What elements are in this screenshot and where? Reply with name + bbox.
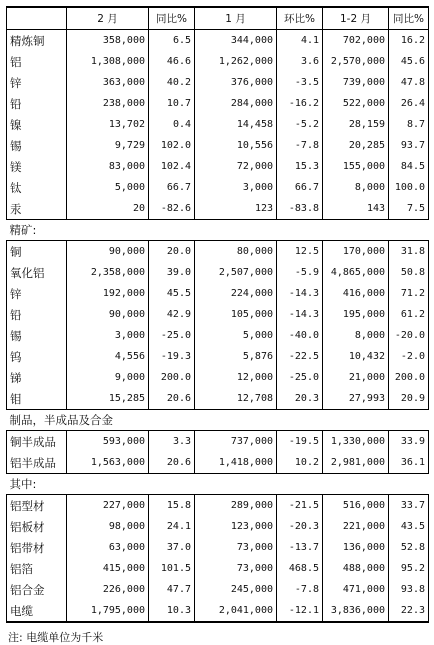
table-cell: 136,000 bbox=[323, 537, 389, 558]
table-cell: 3,000 bbox=[195, 177, 277, 198]
table-cell: 45.6 bbox=[389, 51, 429, 72]
table-cell: 123 bbox=[195, 198, 277, 220]
table-row bbox=[7, 283, 429, 304]
table-cell: 42.9 bbox=[149, 304, 195, 325]
table-cell: -2.0 bbox=[389, 346, 429, 367]
table-cell: 45.5 bbox=[149, 283, 195, 304]
table-row bbox=[7, 388, 429, 410]
header-cell-feb: 2 月 bbox=[67, 7, 149, 30]
table-cell: 8.7 bbox=[389, 114, 429, 135]
table-cell: 13,702 bbox=[67, 114, 149, 135]
table-body bbox=[7, 30, 429, 623]
table-cell: 15.8 bbox=[149, 495, 195, 517]
row-label: 铜 bbox=[7, 241, 67, 263]
table-cell: 46.6 bbox=[149, 51, 195, 72]
table-cell: 21,000 bbox=[323, 367, 389, 388]
table-cell: 195,000 bbox=[323, 304, 389, 325]
table-cell: 90,000 bbox=[67, 241, 149, 263]
row-label: 锡 bbox=[7, 135, 67, 156]
table-cell: 52.8 bbox=[389, 537, 429, 558]
table-cell: 20.6 bbox=[149, 452, 195, 474]
table-cell: 739,000 bbox=[323, 72, 389, 93]
table-cell: 9,729 bbox=[67, 135, 149, 156]
table-cell: -3.5 bbox=[277, 72, 323, 93]
table-cell: 33.7 bbox=[389, 495, 429, 517]
table-cell: 73,000 bbox=[195, 558, 277, 579]
header-cell-label bbox=[7, 7, 67, 30]
table-cell: 6.5 bbox=[149, 30, 195, 52]
table-cell: 20.9 bbox=[389, 388, 429, 410]
table-cell: 83,000 bbox=[67, 156, 149, 177]
table-cell: 1,563,000 bbox=[67, 452, 149, 474]
header-cell-jan: 1 月 bbox=[195, 7, 277, 30]
table-cell: 155,000 bbox=[323, 156, 389, 177]
table-cell: -20.3 bbox=[277, 516, 323, 537]
row-label: 铝半成品 bbox=[7, 452, 67, 474]
table-cell: -19.3 bbox=[149, 346, 195, 367]
table-cell: 5,000 bbox=[195, 325, 277, 346]
table-row bbox=[7, 262, 429, 283]
table-cell: 10.3 bbox=[149, 600, 195, 622]
table-cell: 71.2 bbox=[389, 283, 429, 304]
table-row bbox=[7, 51, 429, 72]
table-cell: 20.6 bbox=[149, 388, 195, 410]
table-cell: -82.6 bbox=[149, 198, 195, 220]
table-row bbox=[7, 600, 429, 622]
table-cell: 90,000 bbox=[67, 304, 149, 325]
table-cell: 40.2 bbox=[149, 72, 195, 93]
table-cell: 4.1 bbox=[277, 30, 323, 52]
row-label: 铅 bbox=[7, 304, 67, 325]
table-cell: 2,507,000 bbox=[195, 262, 277, 283]
table-row bbox=[7, 579, 429, 600]
section-header-row bbox=[7, 410, 429, 431]
table-cell: 416,000 bbox=[323, 283, 389, 304]
row-label: 铝合金 bbox=[7, 579, 67, 600]
table-cell: 123,000 bbox=[195, 516, 277, 537]
table-row bbox=[7, 558, 429, 579]
table-cell: 4,865,000 bbox=[323, 262, 389, 283]
table-cell: 468.5 bbox=[277, 558, 323, 579]
row-label: 铝型材 bbox=[7, 495, 67, 517]
table-cell: 31.8 bbox=[389, 241, 429, 263]
table-cell: 593,000 bbox=[67, 431, 149, 453]
table-cell: 1,262,000 bbox=[195, 51, 277, 72]
table-cell: 24.1 bbox=[149, 516, 195, 537]
table-cell: 27,993 bbox=[323, 388, 389, 410]
row-label: 钨 bbox=[7, 346, 67, 367]
table-cell: -14.3 bbox=[277, 283, 323, 304]
table-cell: 227,000 bbox=[67, 495, 149, 517]
table-cell: 80,000 bbox=[195, 241, 277, 263]
table-cell: 43.5 bbox=[389, 516, 429, 537]
table-cell: 10,432 bbox=[323, 346, 389, 367]
table-cell: -25.0 bbox=[277, 367, 323, 388]
table-cell: 28,159 bbox=[323, 114, 389, 135]
table-cell: 9,000 bbox=[67, 367, 149, 388]
table-row bbox=[7, 431, 429, 453]
table-cell: 22.3 bbox=[389, 600, 429, 622]
table-cell: 84.5 bbox=[389, 156, 429, 177]
section-header-row bbox=[7, 220, 429, 241]
table-cell: -83.8 bbox=[277, 198, 323, 220]
table-cell: 1,795,000 bbox=[67, 600, 149, 622]
row-label: 铜半成品 bbox=[7, 431, 67, 453]
table-cell: 221,000 bbox=[323, 516, 389, 537]
table-cell: 63,000 bbox=[67, 537, 149, 558]
table-cell: 2,570,000 bbox=[323, 51, 389, 72]
table-cell: 415,000 bbox=[67, 558, 149, 579]
row-label: 镍 bbox=[7, 114, 67, 135]
table-cell: -5.9 bbox=[277, 262, 323, 283]
table-cell: 14,458 bbox=[195, 114, 277, 135]
row-label: 铝 bbox=[7, 51, 67, 72]
table-cell: 12.5 bbox=[277, 241, 323, 263]
section-title: 制品，半成品及合金 bbox=[9, 413, 113, 427]
table-cell: 33.9 bbox=[389, 431, 429, 453]
table-cell: 471,000 bbox=[323, 579, 389, 600]
table-cell: -21.5 bbox=[277, 495, 323, 517]
table-cell: 37.0 bbox=[149, 537, 195, 558]
table-cell: 4,556 bbox=[67, 346, 149, 367]
header-cell-feb-yoy: 同比% bbox=[149, 7, 195, 30]
table-row bbox=[7, 367, 429, 388]
section-header-row bbox=[7, 474, 429, 495]
table-cell: 73,000 bbox=[195, 537, 277, 558]
header-cell-ytd-yoy: 同比% bbox=[389, 7, 429, 30]
table-row bbox=[7, 304, 429, 325]
table-cell: -22.5 bbox=[277, 346, 323, 367]
table-cell: -12.1 bbox=[277, 600, 323, 622]
table-cell: 3.6 bbox=[277, 51, 323, 72]
table-cell: 93.7 bbox=[389, 135, 429, 156]
table-cell: 737,000 bbox=[195, 431, 277, 453]
table-row bbox=[7, 241, 429, 263]
row-label: 汞 bbox=[7, 198, 67, 220]
table-cell: 289,000 bbox=[195, 495, 277, 517]
table-cell: 0.4 bbox=[149, 114, 195, 135]
table-cell: 39.0 bbox=[149, 262, 195, 283]
row-label: 锌 bbox=[7, 72, 67, 93]
table-cell: 522,000 bbox=[323, 93, 389, 114]
table-cell: 516,000 bbox=[323, 495, 389, 517]
table-cell: -5.2 bbox=[277, 114, 323, 135]
row-label: 铅 bbox=[7, 93, 67, 114]
table-cell: 50.8 bbox=[389, 262, 429, 283]
production-table bbox=[6, 6, 429, 623]
table-cell: 2,358,000 bbox=[67, 262, 149, 283]
table-row bbox=[7, 156, 429, 177]
table-cell: 245,000 bbox=[195, 579, 277, 600]
table-cell: -16.2 bbox=[277, 93, 323, 114]
table-cell: 105,000 bbox=[195, 304, 277, 325]
table-cell: 2,041,000 bbox=[195, 600, 277, 622]
table-cell: 363,000 bbox=[67, 72, 149, 93]
table-cell: 8,000 bbox=[323, 177, 389, 198]
row-label: 锡 bbox=[7, 325, 67, 346]
table-cell: 2,981,000 bbox=[323, 452, 389, 474]
table-row bbox=[7, 452, 429, 474]
table-row bbox=[7, 72, 429, 93]
table-cell: 3.3 bbox=[149, 431, 195, 453]
table-cell: 10.2 bbox=[277, 452, 323, 474]
table-cell: -14.3 bbox=[277, 304, 323, 325]
table-cell: 284,000 bbox=[195, 93, 277, 114]
table-cell: 20.3 bbox=[277, 388, 323, 410]
row-label: 钼 bbox=[7, 388, 67, 410]
table-cell: 36.1 bbox=[389, 452, 429, 474]
table-cell: 12,708 bbox=[195, 388, 277, 410]
table-cell: -40.0 bbox=[277, 325, 323, 346]
row-label: 铝带材 bbox=[7, 537, 67, 558]
table-cell: 47.8 bbox=[389, 72, 429, 93]
table-cell: 15.3 bbox=[277, 156, 323, 177]
table-row bbox=[7, 177, 429, 198]
report-container bbox=[6, 6, 428, 645]
table-cell: 72,000 bbox=[195, 156, 277, 177]
footnote: 注: 电缆单位为千米 bbox=[8, 631, 104, 644]
header-cell-mom: 环比% bbox=[277, 7, 323, 30]
section-title: 其中: bbox=[9, 477, 37, 491]
row-label: 镁 bbox=[7, 156, 67, 177]
row-label: 锌 bbox=[7, 283, 67, 304]
table-cell: 170,000 bbox=[323, 241, 389, 263]
table-cell: 66.7 bbox=[149, 177, 195, 198]
row-label: 氧化铝 bbox=[7, 262, 67, 283]
table-cell: 226,000 bbox=[67, 579, 149, 600]
row-label: 精炼铜 bbox=[7, 30, 67, 52]
table-cell: 10.7 bbox=[149, 93, 195, 114]
table-cell: -7.8 bbox=[277, 579, 323, 600]
table-cell: 143 bbox=[323, 198, 389, 220]
table-cell: 3,836,000 bbox=[323, 600, 389, 622]
table-cell: 95.2 bbox=[389, 558, 429, 579]
table-cell: 20.0 bbox=[149, 241, 195, 263]
table-cell: -25.0 bbox=[149, 325, 195, 346]
table-cell: -19.5 bbox=[277, 431, 323, 453]
table-cell: 16.2 bbox=[389, 30, 429, 52]
table-cell: -13.7 bbox=[277, 537, 323, 558]
table-cell: 93.8 bbox=[389, 579, 429, 600]
table-cell: 1,308,000 bbox=[67, 51, 149, 72]
table-cell: 702,000 bbox=[323, 30, 389, 52]
table-cell: 102.4 bbox=[149, 156, 195, 177]
table-cell: 15,285 bbox=[67, 388, 149, 410]
table-cell: 376,000 bbox=[195, 72, 277, 93]
row-label: 电缆 bbox=[7, 600, 67, 622]
row-label: 铝箔 bbox=[7, 558, 67, 579]
table-cell: 238,000 bbox=[67, 93, 149, 114]
row-label: 锑 bbox=[7, 367, 67, 388]
table-cell: 358,000 bbox=[67, 30, 149, 52]
table-row bbox=[7, 495, 429, 517]
table-cell: -20.0 bbox=[389, 325, 429, 346]
section-title: 精矿: bbox=[9, 223, 37, 237]
table-row bbox=[7, 516, 429, 537]
table-row bbox=[7, 30, 429, 52]
table-cell: 100.0 bbox=[389, 177, 429, 198]
table-row bbox=[7, 537, 429, 558]
table-cell: 192,000 bbox=[67, 283, 149, 304]
table-row bbox=[7, 114, 429, 135]
table-cell: 66.7 bbox=[277, 177, 323, 198]
table-cell: 1,418,000 bbox=[195, 452, 277, 474]
table-cell: 1,330,000 bbox=[323, 431, 389, 453]
table-cell: 101.5 bbox=[149, 558, 195, 579]
table-cell: -7.8 bbox=[277, 135, 323, 156]
row-label: 钛 bbox=[7, 177, 67, 198]
table-row bbox=[7, 198, 429, 220]
table-row bbox=[7, 135, 429, 156]
table-cell: 8,000 bbox=[323, 325, 389, 346]
table-cell: 98,000 bbox=[67, 516, 149, 537]
table-cell: 5,876 bbox=[195, 346, 277, 367]
table-row bbox=[7, 93, 429, 114]
table-cell: 12,000 bbox=[195, 367, 277, 388]
table-cell: 344,000 bbox=[195, 30, 277, 52]
table-cell: 200.0 bbox=[149, 367, 195, 388]
table-cell: 5,000 bbox=[67, 177, 149, 198]
table-cell: 488,000 bbox=[323, 558, 389, 579]
table-cell: 26.4 bbox=[389, 93, 429, 114]
table-row bbox=[7, 325, 429, 346]
table-cell: 224,000 bbox=[195, 283, 277, 304]
table-cell: 102.0 bbox=[149, 135, 195, 156]
header-cell-jan-feb: 1-2 月 bbox=[323, 7, 389, 30]
table-row bbox=[7, 346, 429, 367]
table-cell: 47.7 bbox=[149, 579, 195, 600]
table-cell: 3,000 bbox=[67, 325, 149, 346]
table-cell: 7.5 bbox=[389, 198, 429, 220]
table-cell: 200.0 bbox=[389, 367, 429, 388]
table-cell: 20,285 bbox=[323, 135, 389, 156]
table-cell: 20 bbox=[67, 198, 149, 220]
header-row bbox=[7, 7, 429, 30]
row-label: 铝板材 bbox=[7, 516, 67, 537]
table-cell: 10,556 bbox=[195, 135, 277, 156]
table-cell: 61.2 bbox=[389, 304, 429, 325]
